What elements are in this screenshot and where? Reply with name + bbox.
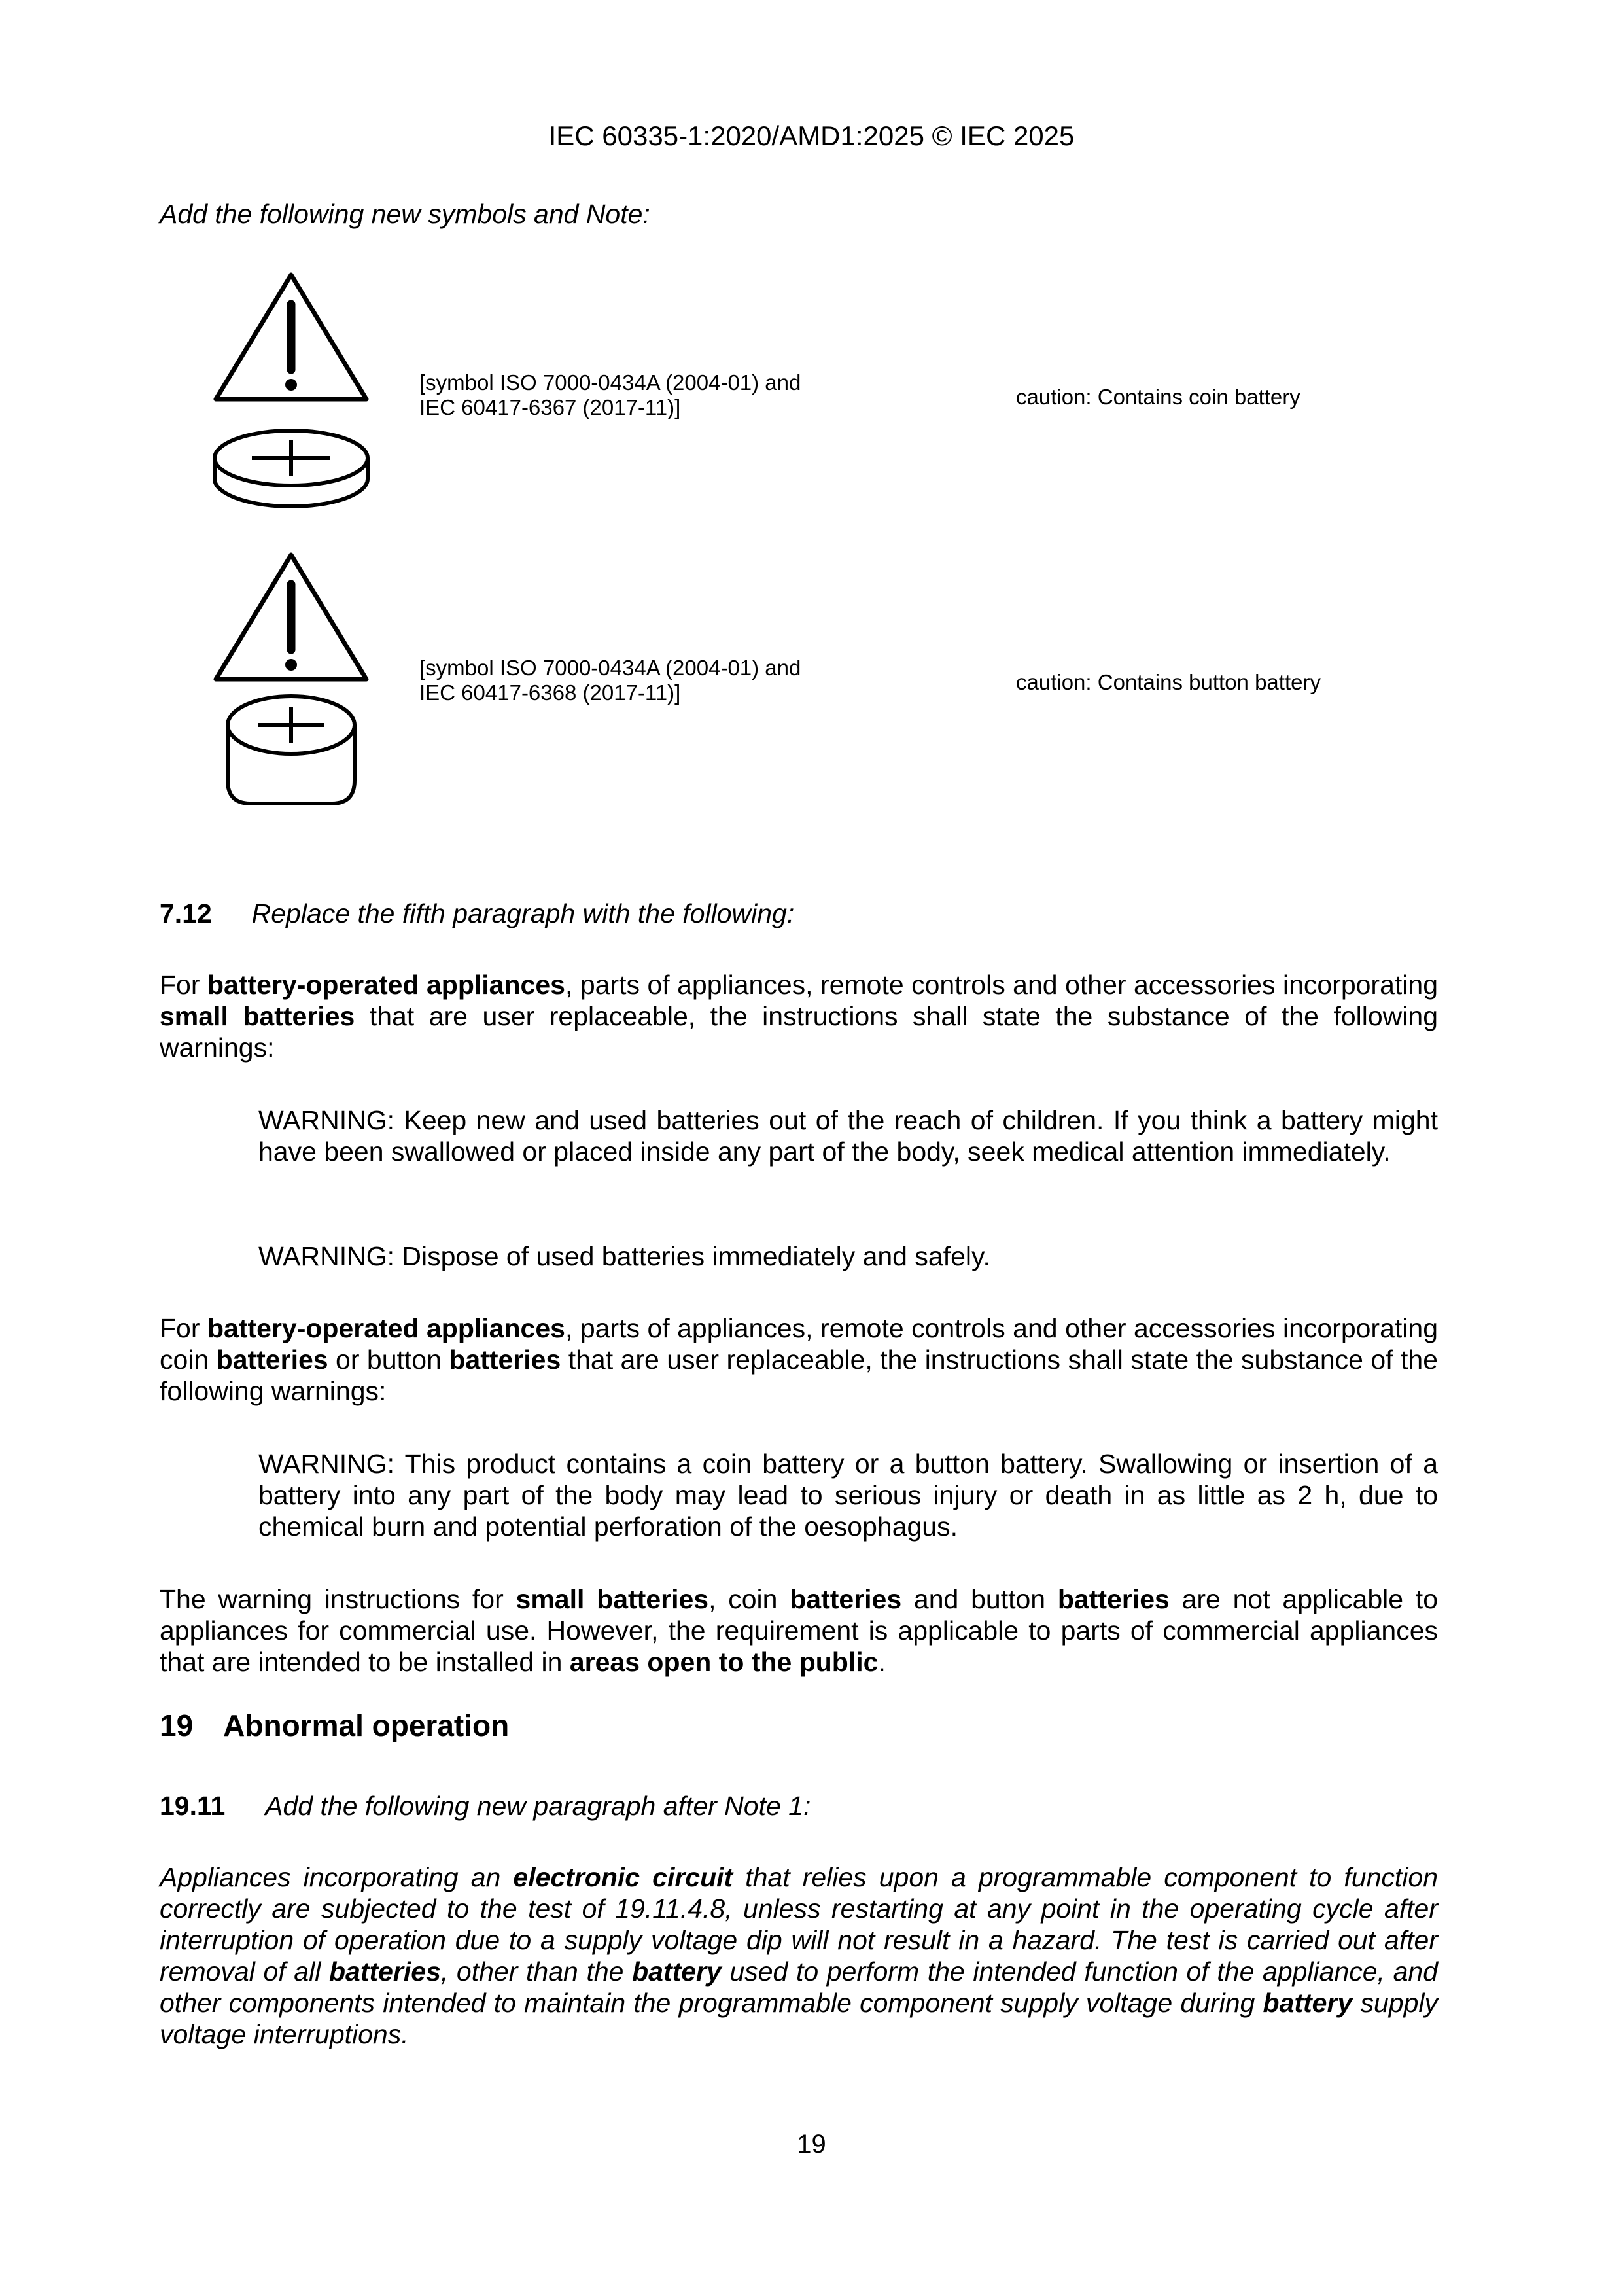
paragraph-coin-button-batteries: For battery-operated appliances, parts of appliances, remote controls and other accessories incorporating coin batteries or button batteries that are user replaceable, the instructions shall state the substance of the following warnings: [160,1313,1438,1406]
page-number: 19 [797,2130,826,2159]
page-header: IEC 60335-1:2020/AMD1:2025 © IEC 2025 [548,120,1075,151]
paragraph-electronic-circuit: Appliances incorporating an electronic circuit that relies upon a programmable component to function correctly are subjected to the test of 19.11.4.8, unless restarting at any point in the operating cycle after interruption of operation due to a supply voltage dip will not result in a hazard. The test is carried out after removal of all batteries, other than the battery used to perform the intended function of the appliance, and other components intended to maintain the programmable component supply voltage during battery supply voltage interruptions. [160,1862,1439,2049]
warning-dispose: WARNING: Dispose of used batteries immediately and safely. [258,1241,990,1271]
paragraph-commercial-use: The warning instructions for small batteries, coin batteries and button batteries are not applicable to appliances for commercial use. However, the requirement is applicable to parts of commercial appliances that are intended to be installed in areas open to the public. [160,1584,1438,1677]
symbol-2-description: caution: Contains button battery [1016,670,1321,694]
symbol-2-reference: [symbol ISO 7000-0434A (2004-01) and IEC 60417-6368 (2017-11)] [419,656,801,705]
clause-number: 7.12 [160,898,212,928]
section-title: Abnormal operation [223,1708,510,1742]
section-heading [160,1708,509,1743]
paragraph-small-batteries: For battery-operated appliances, parts of appliances, remote controls and other accessories incorporating small batteries that are user replaceable, the instructions shall state the substance of the following warnings: [160,970,1439,1063]
symbol-1-description: caution: Contains coin battery [1016,385,1300,409]
clause-7-12 [160,898,794,929]
warning-coin-battery: WARNING: This product contains a coin battery or a button battery. Swallowing or insertion of a battery into any part of the body may lead to serious injury or death in as little as 2 h, due to chemical burn and potential perforation of the oesophagus. [258,1449,1438,1542]
warning-keep-out-of-reach: WARNING: Keep new and used batteries out of the reach of children. If you think a battery might have been swallowed or placed inside any part of the body, seek medical attention immediately. [258,1105,1438,1167]
caution-coin-battery-icon [209,268,373,510]
clause-instruction: Add the following new paragraph after Note 1: [265,1791,811,1821]
clause-instruction: Replace the fifth paragraph with the following: [251,898,795,928]
section-number: 19 [160,1708,194,1742]
intro-text: Add the following new symbols and Note: [160,199,650,229]
clause-19-11 [160,1791,811,1822]
clause-number: 19.11 [160,1791,226,1821]
caution-button-battery-icon [209,548,373,810]
symbol-1-reference: [symbol ISO 7000-0434A (2004-01) and IEC 60417-6367 (2017-11)] [419,370,801,419]
